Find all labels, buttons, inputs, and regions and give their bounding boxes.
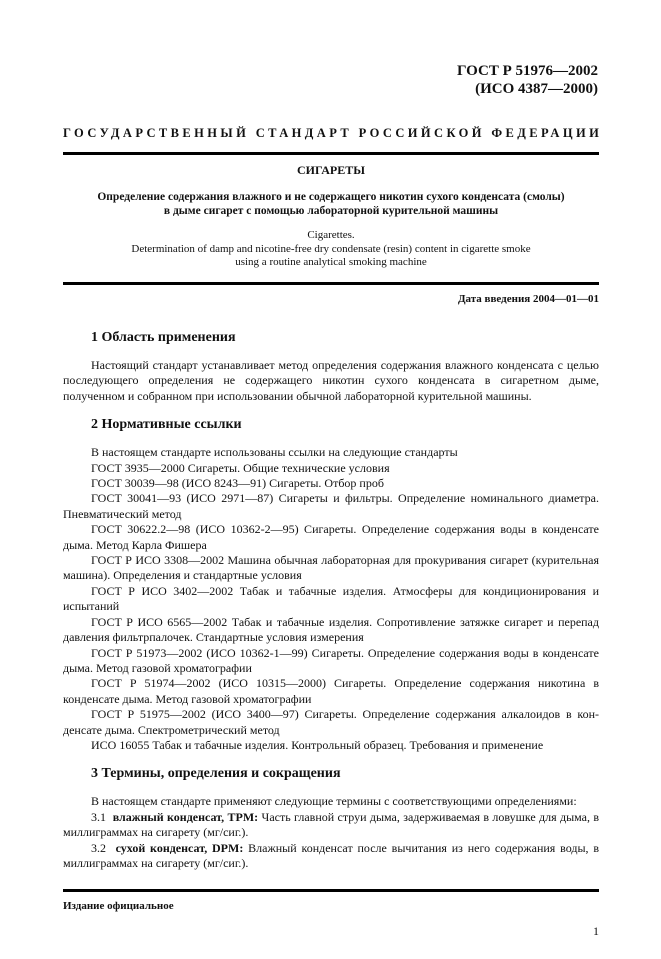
english-line: Cigarettes. bbox=[307, 229, 355, 241]
iso-number: (ИСО 4387—2000) bbox=[475, 81, 598, 97]
subtitle-line: Определение содержания влажного и не содержащего никотин сухого конденсата (смолы) bbox=[97, 191, 565, 203]
reference-item: ГОСТ Р 51973—2002 (ИСО 10362-1—99) Сигареты. Определение содержания воды в конденсате дыма. Метод газовой хроматографии bbox=[63, 645, 599, 675]
reference-item: ГОСТ Р 51975—2002 (ИСО 3400—97) Сигареты. Определение содержания алкалоидов в конденсате дыма. Спектрометрический метод bbox=[63, 707, 599, 737]
term-number: 3.1 bbox=[91, 809, 106, 824]
reference-item: ГОСТ Р ИСО 6565—2002 Табак и табачные изделия. Сопротивление затяжке сигарет и перепад давления фильтрпалочек. Стандартные условия измерения bbox=[63, 614, 599, 645]
paragraph: В настоящем стандарте использованы ссылки на следующие стандарты bbox=[91, 445, 458, 460]
section-heading: 1 Область применения bbox=[91, 330, 236, 345]
reference-item: ГОСТ Р ИСО 3402—2002 Табак и табачные изделия. Атмосферы для кондиционирования и испытаний bbox=[63, 583, 599, 614]
term-name: сухой конденсат, DPM: bbox=[115, 840, 244, 855]
page-number: 1 bbox=[593, 924, 599, 939]
english-line: using a routine analytical smoking machine bbox=[235, 256, 427, 268]
terms-list bbox=[63, 794, 599, 871]
gost-number: ГОСТ Р 51976—2002 bbox=[456, 63, 598, 79]
section-body bbox=[63, 358, 599, 404]
reference-item: ИСО 16055 Табак и табачные изделия. Контрольный образец. Требования и применение bbox=[91, 737, 544, 752]
english-title bbox=[63, 229, 599, 270]
english-line: Determination of damp and nicotine-free dry condensate (resin) content in cigarette smoke bbox=[131, 242, 531, 255]
divider bbox=[63, 152, 599, 155]
reference-item: ГОСТ 3935—2000 Сигареты. Общие технические условия bbox=[91, 460, 390, 475]
subtitle-line: в дыме сигарет с помощью лабораторной курительной машины bbox=[163, 205, 499, 217]
document-body bbox=[63, 329, 599, 959]
document-subtitle bbox=[63, 190, 599, 218]
term-definition: Влажный конденсат после вычитания из него содержания воды, в миллиграммах на сигарету (мг/сиг.). bbox=[63, 840, 600, 870]
reference-item: ГОСТ Р ИСО 3308—2002 Машина обычная лабораторная для прокуривания сигарет (курительная машина). Определения и стандартные условия bbox=[63, 553, 599, 583]
paragraph: В настоящем стандарте применяют следующие термины с соответствующими определениями: bbox=[91, 794, 577, 809]
divider bbox=[63, 889, 599, 892]
section-heading: 2 Нормативные ссылки bbox=[91, 417, 242, 433]
term-name: влажный конденсат, TPM: bbox=[112, 809, 259, 824]
reference-item: ГОСТ 30039—98 (ИСО 8243—91) Сигареты. Отбор проб bbox=[91, 476, 384, 491]
section-heading: 3 Термины, определения и сокращения bbox=[91, 766, 341, 782]
term-item bbox=[63, 841, 599, 872]
reference-item: ГОСТ 30041—93 (ИСО 2971—87) Сигареты и фильтры. Определение номинального диаметра. Пневматический метод bbox=[63, 491, 599, 521]
divider bbox=[63, 282, 599, 285]
effective-date: Дата введения 2004—01—01 bbox=[457, 293, 599, 305]
edition-label: Издание официальное bbox=[63, 900, 174, 913]
reference-item: ГОСТ Р 51974—2002 (ИСО 10315—2000) Сигареты. Определение содержания никотина в конденсате дыма. Метод газовой хроматографии bbox=[63, 676, 599, 706]
reference-item: ГОСТ 30622.2—98 (ИСО 10362-2—95) Сигареты. Определение содержания воды в конденсате дыма. Метод Карла Фишера bbox=[63, 522, 599, 552]
term-number: 3.2 bbox=[91, 840, 106, 855]
term-item bbox=[63, 810, 599, 841]
paragraph: Настоящий стандарт устанавливает метод определения содержания влажного конденсата с целью последующего определения не содержащего никотин сухого конденсата в сигаретном дыме, полученном и собранном при использовании обычной лабораторной курительной машины. bbox=[63, 358, 599, 403]
document-title: СИГАРЕТЫ bbox=[296, 163, 366, 177]
standard-code bbox=[457, 62, 598, 98]
term-definition: Часть главной струи дыма, задерживаемая в ловушке для дыма, в миллиграммах на сигарету (мг/сиг.). bbox=[63, 809, 600, 840]
federation-heading: ГОСУДАРСТВЕННЫЙ СТАНДАРТ РОССИЙСКОЙ ФЕДЕРАЦИИ bbox=[63, 126, 603, 140]
references-list bbox=[63, 445, 599, 753]
